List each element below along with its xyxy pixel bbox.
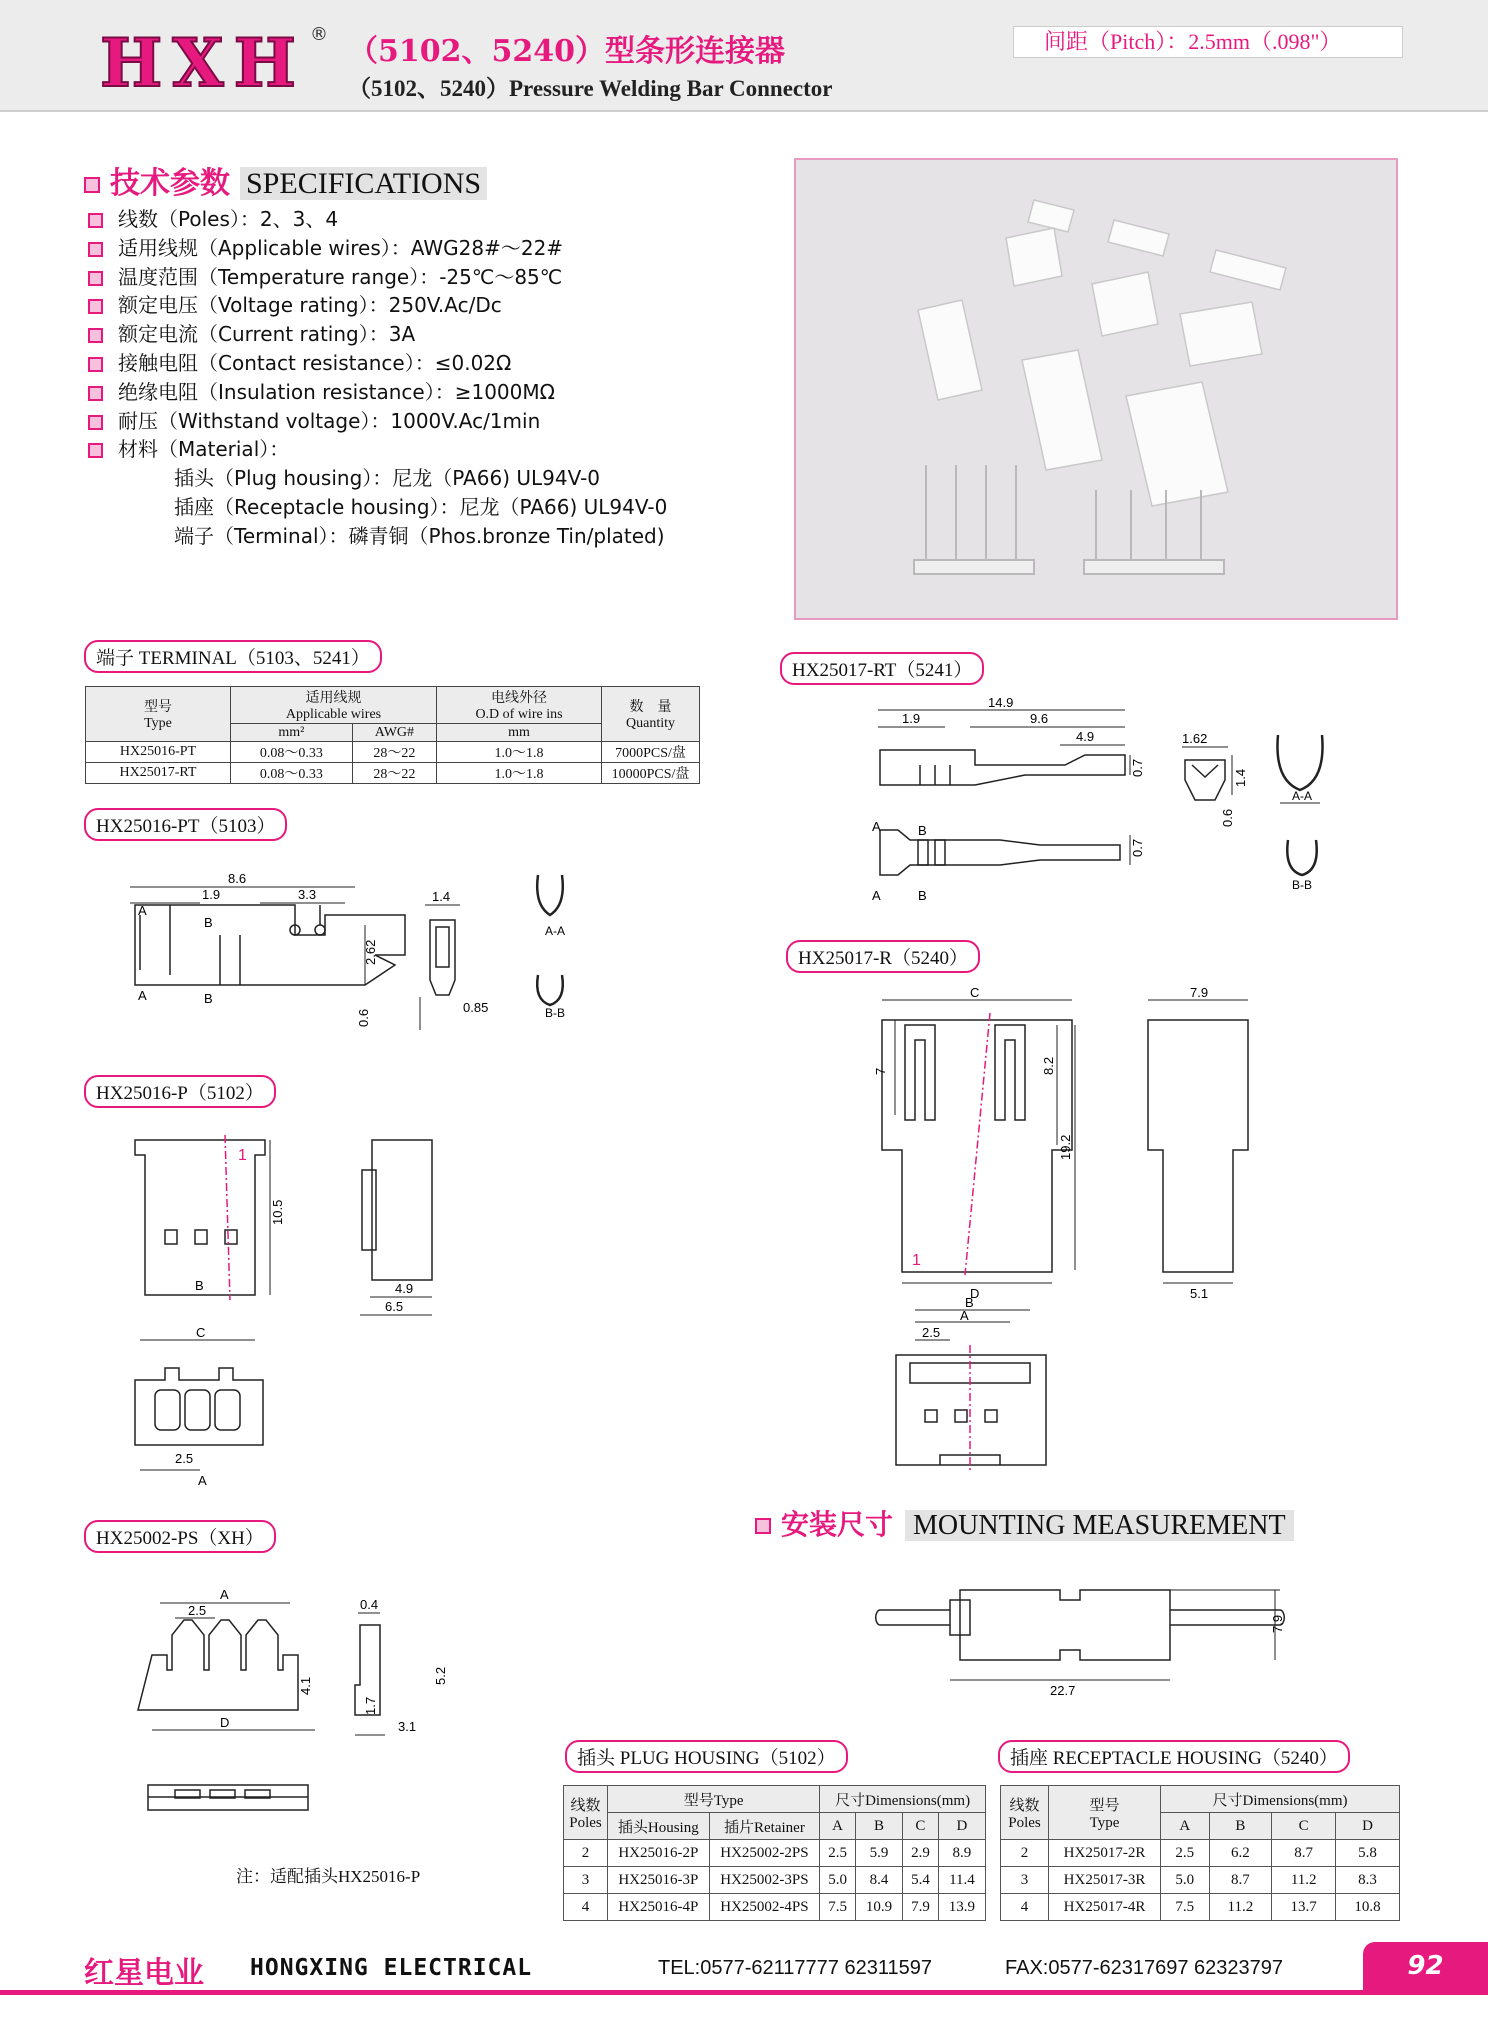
ps-drawing — [130, 1585, 490, 1835]
pt-drawing — [120, 865, 620, 1035]
mount-heading-cn: 安装尺寸 — [781, 1508, 894, 1541]
dim-1-4: 1.4 — [1233, 768, 1248, 787]
section-aa: A-A — [1292, 789, 1313, 803]
cell-a: 2.5 — [1161, 1840, 1210, 1867]
cell-b: 6.2 — [1209, 1840, 1272, 1867]
cell-a: 5.0 — [820, 1867, 856, 1894]
dim-4-9: 4.9 — [395, 1281, 414, 1296]
cell-c: 8.7 — [1272, 1840, 1336, 1867]
cell-type: HX25017-2R — [1049, 1840, 1161, 1867]
dim-0-6: 0.6 — [1220, 808, 1235, 827]
dim-19-2: 19.2 — [1058, 1134, 1073, 1160]
spec-material: 材料（Material）： — [88, 435, 667, 464]
spec-insulation-resistance: 绝缘电阻（Insulation resistance）：≥1000MΩ — [88, 378, 667, 407]
th-housing: 插头Housing — [608, 1813, 710, 1840]
spec-material-receptacle: 插座（Receptacle housing）：尼龙（PA66) UL94V-0 — [174, 494, 668, 519]
cell-retainer: HX25002-2PS — [709, 1840, 820, 1867]
cell-poles: 3 — [564, 1867, 608, 1894]
product-photo — [794, 158, 1398, 620]
dim-22-7: 22.7 — [1050, 1683, 1076, 1698]
dim-2-5: 2.5 — [175, 1451, 194, 1466]
th-d: D — [1336, 1813, 1400, 1840]
cell-poles: 2 — [564, 1840, 608, 1867]
brand-name-en: HONGXING ELECTRICAL — [250, 1955, 533, 1981]
cell-d: 8.3 — [1336, 1867, 1400, 1894]
th-awg: AWG# — [352, 724, 436, 742]
product-photo-drawing — [796, 160, 1396, 618]
spec-temperature: 温度范围（Temperature range）：-25℃～85℃ — [88, 263, 667, 292]
dim-5-1: 5.1 — [1190, 1286, 1209, 1301]
dim-14-9: 14.9 — [988, 695, 1014, 710]
th-b: B — [1209, 1813, 1272, 1840]
table-row — [564, 1867, 986, 1894]
terminal-label: 端子 TERMINAL（5103、5241） — [84, 640, 382, 673]
dim-d: D — [220, 1715, 230, 1730]
cell-qty: 10000PCS/盘 — [602, 763, 700, 784]
dim-7-9: 7.9 — [1190, 985, 1209, 1000]
dim-0-7: 0.7 — [1130, 758, 1145, 777]
section-a-top: A — [138, 903, 147, 918]
dim-7: 7 — [873, 1067, 888, 1075]
table-row — [1001, 1894, 1400, 1921]
cell-type: HX25017-4R — [1049, 1894, 1161, 1921]
dim-8-2: 8.2 — [1041, 1056, 1056, 1075]
dim-4-1: 4.1 — [298, 1676, 313, 1695]
cell-c: 13.7 — [1272, 1894, 1336, 1921]
dim-1-9: 1.9 — [202, 887, 221, 902]
cell-awg: 28～22 — [352, 763, 436, 784]
cell-c: 5.4 — [903, 1867, 939, 1894]
cell-d: 13.9 — [938, 1894, 985, 1921]
th-qty: 数 量 Quantity — [602, 687, 700, 742]
cell-retainer: HX25002-4PS — [709, 1894, 820, 1921]
th-poles: 线数 Poles — [564, 1786, 608, 1840]
pt-label: HX25016-PT（5103） — [84, 808, 287, 841]
cell-a: 2.5 — [820, 1840, 856, 1867]
th-a: A — [820, 1813, 856, 1840]
mount-heading-en: MOUNTING MEASUREMENT — [905, 1510, 1294, 1541]
th-dim: 尺寸Dimensions(mm) — [820, 1786, 986, 1813]
dim-0-6: 0.6 — [356, 1008, 371, 1027]
pin-one-marker: 1 — [912, 1252, 921, 1269]
dim-2-5: 2.5 — [922, 1325, 941, 1340]
th-dim: 尺寸Dimensions(mm) — [1161, 1786, 1400, 1813]
section-b-top: B — [918, 823, 927, 838]
cell-type: HX25017-RT — [86, 763, 231, 784]
cell-retainer: HX25002-3PS — [709, 1867, 820, 1894]
dim-1-7: 1.7 — [363, 1696, 378, 1715]
spec-list — [88, 205, 667, 551]
dim-0-7-lower: 0.7 — [1130, 838, 1145, 857]
cell-housing: HX25016-2P — [608, 1840, 710, 1867]
th-poles: 线数 Poles — [1001, 1786, 1049, 1840]
page-title-cn: （5102、5240）型条形连接器 — [348, 34, 785, 69]
spec-contact-resistance: 接触电阻（Contact resistance）：≤0.02Ω — [88, 349, 667, 378]
spec-withstand-voltage: 耐压（Withstand voltage）：1000V.Ac/1min — [88, 407, 667, 436]
rt-drawing — [860, 695, 1400, 905]
dim-1-62: 1.62 — [1182, 731, 1208, 746]
section-b-top: B — [204, 915, 213, 930]
pin-one-marker: 1 — [238, 1147, 247, 1164]
spec-wires: 适用线规（Applicable wires）：AWG28#～22# — [88, 234, 667, 263]
th-mm2: mm² — [231, 724, 353, 742]
specifications-heading — [84, 158, 487, 202]
footer-rule — [0, 1990, 1488, 1995]
cell-mm2: 0.08～0.33 — [231, 742, 353, 763]
cell-b: 8.7 — [1209, 1867, 1272, 1894]
dim-9-6: 9.6 — [1030, 711, 1049, 726]
cell-poles: 2 — [1001, 1840, 1049, 1867]
section-a-top: A — [872, 819, 881, 834]
registered-mark: ® — [310, 24, 328, 45]
dim-3-3: 3.3 — [298, 887, 317, 902]
cell-od: 1.0～1.8 — [436, 763, 601, 784]
th-c: C — [903, 1813, 939, 1840]
company-logo: HXH — [100, 24, 306, 102]
plug-housing-table — [563, 1785, 986, 1921]
table-row — [86, 763, 700, 784]
table-row — [1001, 1840, 1400, 1867]
pitch-box: 间距（Pitch）：2.5mm（.098"） — [1013, 26, 1403, 58]
receptacle-housing-label: 插座 RECEPTACLE HOUSING（5240） — [998, 1740, 1350, 1773]
dim-2-62: 2.62 — [363, 939, 378, 965]
r-label: HX25017-R（5240） — [786, 940, 980, 973]
table-row — [564, 1840, 986, 1867]
dim-d: D — [970, 1286, 980, 1301]
page-number: 92 — [1363, 1942, 1488, 1990]
plug-housing-label: 插头 PLUG HOUSING（5102） — [565, 1740, 848, 1773]
cell-od: 1.0～1.8 — [436, 742, 601, 763]
dim-0-4: 0.4 — [360, 1597, 379, 1612]
cell-type: HX25017-3R — [1049, 1867, 1161, 1894]
th-b: B — [855, 1813, 902, 1840]
cell-d: 10.8 — [1336, 1894, 1400, 1921]
dim-a: A — [220, 1587, 229, 1602]
th-type: 型号 Type — [1049, 1786, 1161, 1840]
p-drawing — [110, 1125, 510, 1495]
page-title-en: （5102、5240）Pressure Welding Bar Connector — [348, 76, 833, 101]
cell-type: HX25016-PT — [86, 742, 231, 763]
th-type: 型号 Type — [86, 687, 231, 742]
cell-c: 2.9 — [903, 1840, 939, 1867]
cell-b: 8.4 — [855, 1867, 902, 1894]
section-b-bottom: B — [204, 991, 213, 1006]
dim-3-1: 3.1 — [398, 1719, 417, 1734]
terminal-table — [85, 686, 700, 784]
cell-b: 10.9 — [855, 1894, 902, 1921]
spec-current: 额定电流（Current rating）：3A — [88, 320, 667, 349]
cell-b: 5.9 — [855, 1840, 902, 1867]
dim-5-2: 5.2 — [433, 1666, 448, 1685]
brand-name-cn: 红星电业 — [84, 1956, 204, 1991]
dim-0-85: 0.85 — [463, 1000, 489, 1015]
dim-a: A — [198, 1473, 207, 1488]
cell-mm2: 0.08～0.33 — [231, 763, 353, 784]
th-od: 电线外径 O.D of wire ins — [436, 687, 601, 724]
spec-poles: 线数（Poles）：2、3、4 — [88, 205, 667, 234]
mounting-heading — [755, 1503, 1294, 1543]
dim-1-9: 1.9 — [902, 711, 921, 726]
th-c: C — [1272, 1813, 1336, 1840]
cell-housing: HX25016-3P — [608, 1867, 710, 1894]
cell-awg: 28～22 — [352, 742, 436, 763]
telephone: TEL:0577-62117777 62311597 — [658, 1957, 932, 1979]
cell-d: 8.9 — [938, 1840, 985, 1867]
th-mm: mm — [436, 724, 601, 742]
p-label: HX25016-P（5102） — [84, 1075, 276, 1108]
spec-material-terminal: 端子（Terminal）：磷青铜（Phos.bronze Tin/plated) — [174, 523, 665, 548]
spec-voltage: 额定电压（Voltage rating）：250V.Ac/Dc — [88, 291, 667, 320]
cell-b: 11.2 — [1209, 1894, 1272, 1921]
dim-c: C — [970, 985, 980, 1000]
th-type: 型号Type — [608, 1786, 820, 1813]
cell-d: 11.4 — [938, 1867, 985, 1894]
spec-heading-en: SPECIFICATIONS — [240, 167, 487, 200]
heading-square-icon — [84, 177, 100, 193]
dim-8-6: 8.6 — [228, 871, 247, 886]
dim-7-9: 7.9 — [1270, 1614, 1285, 1633]
table-row — [564, 1894, 986, 1921]
cell-c: 7.9 — [903, 1894, 939, 1921]
cell-poles: 4 — [564, 1894, 608, 1921]
section-b-bottom: B — [918, 888, 927, 903]
cell-d: 5.8 — [1336, 1840, 1400, 1867]
dim-6-5: 6.5 — [385, 1299, 404, 1314]
dim-b: B — [195, 1278, 204, 1293]
fax: FAX:0577-62317697 62323797 — [1005, 1957, 1284, 1979]
cell-poles: 4 — [1001, 1894, 1049, 1921]
fit-note: 注：适配插头HX25016-P — [236, 1867, 421, 1886]
mounting-drawing — [870, 1565, 1300, 1715]
dim-2-5: 2.5 — [188, 1603, 207, 1618]
dim-10-5: 10.5 — [270, 1199, 285, 1225]
cell-housing: HX25016-4P — [608, 1894, 710, 1921]
dim-1-4: 1.4 — [432, 889, 451, 904]
section-aa: A-A — [545, 924, 566, 938]
th-d: D — [938, 1813, 985, 1840]
cell-poles: 3 — [1001, 1867, 1049, 1894]
dim-a: A — [960, 1308, 969, 1323]
rt-label: HX25017-RT（5241） — [780, 652, 984, 685]
ps-label: HX25002-PS（XH） — [84, 1520, 276, 1553]
spec-material-plug: 插头（Plug housing）：尼龙（PA66) UL94V-0 — [174, 466, 601, 491]
th-wire: 适用线规 Applicable wires — [231, 687, 437, 724]
table-row — [86, 742, 700, 763]
section-a-bottom: A — [872, 888, 881, 903]
receptacle-housing-table — [1000, 1785, 1400, 1921]
dim-b: B — [965, 1295, 974, 1310]
heading-square-icon — [755, 1518, 771, 1534]
th-a: A — [1161, 1813, 1210, 1840]
spec-heading-cn: 技术参数 — [110, 166, 230, 201]
cell-c: 11.2 — [1272, 1867, 1336, 1894]
section-a-bottom: A — [138, 988, 147, 1003]
th-retainer: 插片Retainer — [709, 1813, 820, 1840]
cell-a: 7.5 — [820, 1894, 856, 1921]
cell-a: 5.0 — [1161, 1867, 1210, 1894]
r-drawing — [860, 985, 1270, 1505]
dim-c: C — [196, 1325, 206, 1340]
cell-qty: 7000PCS/盘 — [602, 742, 700, 763]
dim-4-9: 4.9 — [1076, 729, 1095, 744]
section-bb: B-B — [1292, 878, 1313, 892]
table-row — [1001, 1867, 1400, 1894]
cell-a: 7.5 — [1161, 1894, 1210, 1921]
section-bb: B-B — [545, 1006, 566, 1020]
